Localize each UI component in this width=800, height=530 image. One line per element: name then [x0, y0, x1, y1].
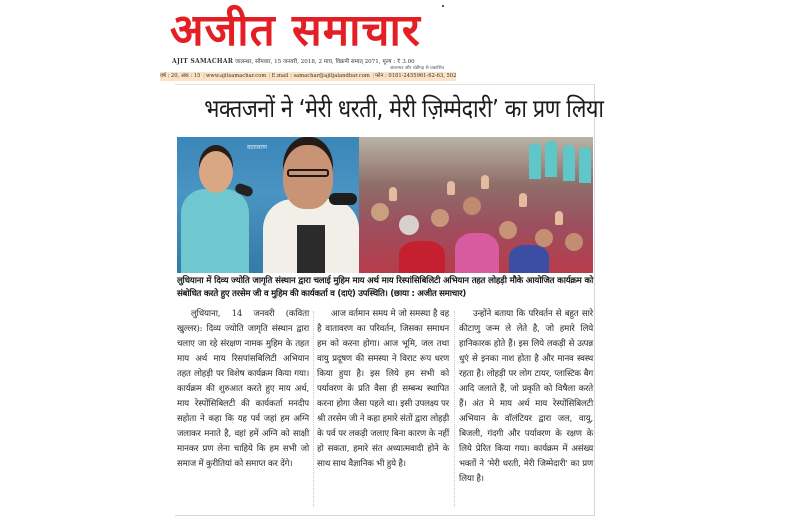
separator: | — [203, 73, 205, 79]
separator: | — [268, 73, 271, 79]
crowd-figure-pink — [455, 233, 499, 273]
newspaper-masthead — [170, 6, 460, 56]
raised-hand — [519, 193, 527, 207]
paragraph: उन्होंने बताया कि परिवर्तन से बहुत सारे कीटाणु जन्म ले लेते है, जो हमारे लिये हानिकारक होते हैं। इस लिये लकड़ी से उत्पन्न धुएं से इनका नाश होता है और मानव स्वस्थ रहता है। लोहड़ी पर लोग टायर, प्लास्टिक बैग आदि जलाते हैं, जो प्रकृति को विषैला करते हैं। अंत मे माय अर्थ माय रेस्पोंसिबिलटी अभियान के वॉलंटियर द्वारा जल, वायु, बिजली, गंदगी और पर्यावरण के रक्षण के लिये प्रेरित किया गया। कार्यक्रम में असंख्य भक्तों ने 'मेरी धरती, मेरी जिम्मेदारी' का प्रण लिया है। — [459, 309, 593, 484]
phone-number: फोन : 0181-2455961-62-63, 502 — [375, 73, 456, 79]
article-headline: भक्तजनों ने ‘मेरी धरती, मेरी ज़िम्मेदारी’ का प्रण लिया — [204, 94, 604, 123]
dateline — [172, 57, 415, 65]
photo-caption: लुधियाना में दिव्य ज्योति जागृति संस्थान द्वारा चलाई मुहिम माय अर्थ माय रिस्पांसिबिलिटी अभियान तहत लोहड़ी मौके आयोजित कार्यक्रम को संबोधित करते हुए तरसेम जी व मुहिम की कार्यकर्ता व (दाएं) उपस्थिति। (छाया : अजीत समाचार) — [177, 276, 593, 299]
raised-hand — [389, 187, 397, 201]
volunteer-figure — [545, 141, 557, 177]
dateline-text: जालन्धर, सोमवार, 15 जनवरी, 2018, 2 माघ, विक्रमी सम्वत् 2071, मूल्य : ₹ 3.00 — [233, 59, 415, 65]
volume-issue: वर्ष : 20, अंक : 15 — [160, 73, 201, 79]
woman-speaker-head — [199, 151, 233, 193]
banner-text: वातावरण — [247, 144, 267, 151]
woman-speaker-figure — [181, 189, 249, 273]
raised-hand — [555, 211, 563, 225]
crowd-face — [535, 229, 553, 247]
article-column-2 — [317, 307, 449, 472]
volunteer-figure — [529, 143, 541, 179]
publisher-note: जालन्धर और चंडीगढ़ से प्रकाशित — [390, 66, 445, 71]
dateline-brand: AJIT SAMACHAR — [172, 58, 234, 65]
volunteer-figure — [579, 147, 591, 183]
crowd-figure-blue — [509, 245, 549, 273]
article-column-1 — [177, 307, 309, 472]
microphone-icon — [329, 193, 357, 205]
website-link[interactable]: www.ajitsamachar.com — [205, 73, 267, 79]
article-column-3 — [459, 307, 593, 487]
crowd-face — [399, 215, 419, 235]
speakers-photo — [177, 137, 359, 273]
man-speaker-shirt — [297, 225, 325, 273]
separator: | — [372, 73, 375, 79]
paragraph: लुधियाना, 14 जनवरी (कविता खुल्लर): दिव्य ज्योति जागृति संस्थान द्वारा चलाए जा रहे संरक्षण नामक मुहिम के तहत माय अर्थ माय रिसपांसबिलिटी अभियान तहत लोहड़ी पर विशेष कार्यक्रम किया गया। कार्यक्रम की शुरुआत करते हुए माय अर्थ, माय रेस्पोंसिबिलटी की कार्यकर्ता मनदीप सहोता ने कहा कि यह पर्व जहां हम अग्नि जलाकर मनाते है, वहां हमें अग्नि को साक्षी मानकर प्रण लेना चाहिये कि हम सभी जो समाज में कुरीतियां को समाप्त कर देंगे। — [177, 309, 309, 469]
crowd-face — [463, 197, 481, 215]
column-divider — [454, 311, 455, 507]
crowd-face — [371, 203, 389, 221]
crowd-face — [499, 221, 517, 239]
raised-hand — [481, 175, 489, 189]
newspaper-title: अजीत समाचार — [170, 5, 421, 56]
volunteer-figure — [563, 145, 575, 181]
crowd-photo — [359, 137, 593, 273]
man-speaker-head — [283, 145, 333, 209]
paragraph: आज वर्तमान समय मे जो समस्या है वह है वातावरण का परिवर्तन, जिसका समाधन हम को करना होगा। आज भूमि, जल तथा वायु प्रदूषण की समस्या ने विराट रूप धरण किया हुया है। इस लिये हम सभी को पर्यावरण के प्रति वैसा ही सम्बन्ध स्थापित करना होगा जैसा पहले था। इसी उपलक्ष्य पर श्री तरसेम जी ने कहा हमारे संतों द्वारा लोहड़ी के पर्व पर लकड़ी जलाए बिना कारण के नहीं हो सकता, हमारे संत अध्यात्मवादी होने के साथ साथ वैज्ञानिक भी हुये है। — [317, 309, 449, 469]
crowd-figure-red — [399, 241, 445, 273]
crowd-face — [565, 233, 583, 251]
column-divider — [313, 311, 314, 507]
masthead-dot — [442, 5, 444, 7]
raised-hand — [447, 181, 455, 195]
info-strip — [160, 72, 456, 81]
glasses-icon — [287, 169, 329, 177]
email-link[interactable]: E.mail : samachar@ajitjalandhar.com — [271, 73, 370, 79]
article-body — [177, 307, 593, 512]
crowd-face — [431, 209, 449, 227]
news-article — [175, 84, 604, 516]
